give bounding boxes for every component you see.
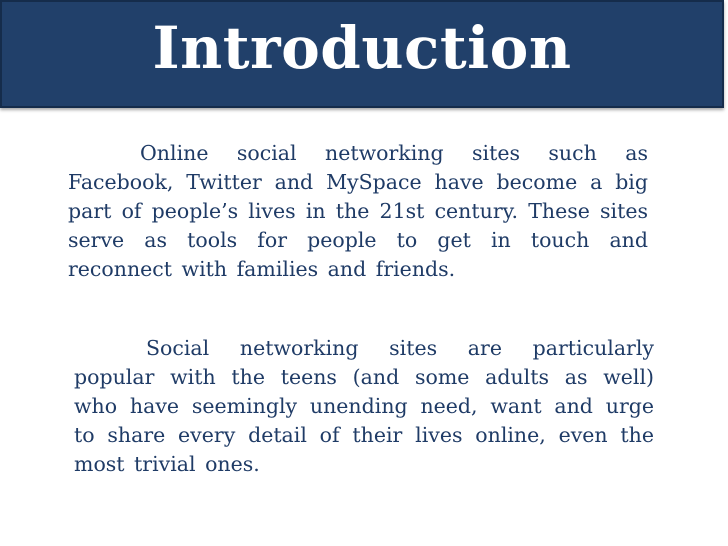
slide-title: Introduction (152, 14, 572, 82)
intro-paragraph-2: Social networking sites are particularly popular with the teens (and some adults as well) who have seemingly unending need, want and urge to share every detail of their lives online, even the most trivial ones. (74, 336, 654, 476)
title-bar (0, 0, 724, 108)
intro-paragraph-1: Online social networking sites such as Facebook, Twitter and MySpace have become a big part of people’s lives in the 21st century. These sites serve as tools for people to get in touch and reconnect with families and friends. (68, 141, 648, 281)
